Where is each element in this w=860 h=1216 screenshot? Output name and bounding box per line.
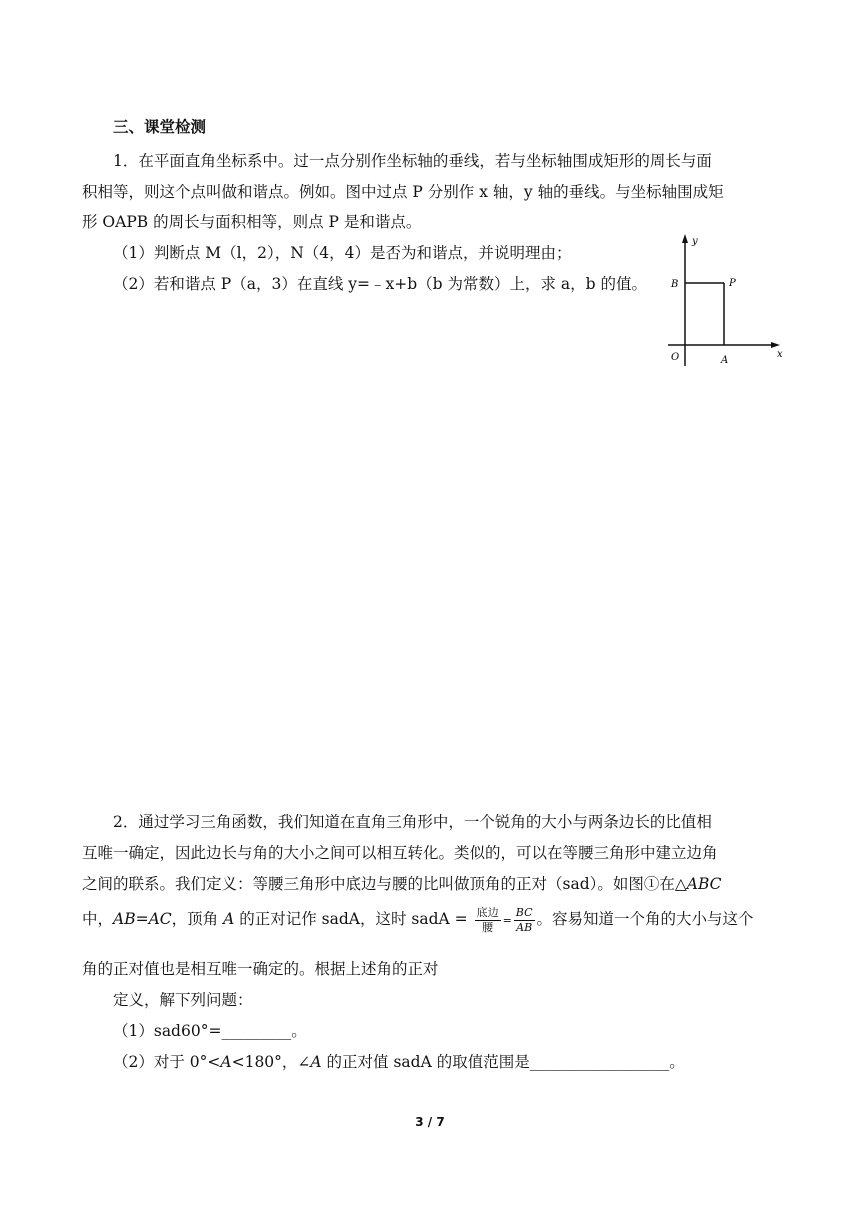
frac2-den: AB [516,920,533,934]
q2-line-3-text: 之间的联系。我们定义：等腰三角形中底边与腰的比叫做顶角的正对（sad）。如图①在△ [82,875,687,893]
fraction-bc-over-ab [514,906,535,935]
page-number: 3 / 7 [415,1115,445,1129]
q2-a: A [223,910,235,928]
q2-sub-2-a: （2）对于 0°< [113,1053,221,1071]
q2-line-4 [82,904,754,936]
label-o: O [671,352,680,363]
q2-sub-2-b: A [220,1053,232,1071]
q2-line-5: 角的正对值也是相互唯一确定的。根据上述角的正对 [82,960,439,978]
frac1-num: 底边 [476,905,499,919]
coordinate-figure [660,230,785,370]
q1-line-2: 积相等，则这个点叫做和谐点。例如。图中过点 P 分别作 x 轴，y 轴的垂线。与坐标轴围成矩 [82,183,724,201]
q2-sub-2-e: 的正对值 sadA 的取值范围是__________________。 [321,1053,685,1071]
q2-line-4-h: 。容易知道一个角的大小与这个 [536,910,754,928]
label-x: x [777,349,783,360]
y-axis-arrow-icon [682,234,688,243]
q2-line-4-e: ，顶角 [171,910,224,928]
q1-sub-2: （2）若和谐点 P（a，3）在直线 y=﹣x+b（b 为常数）上，求 a，b 的值。 [113,275,648,293]
label-b: B [671,279,679,290]
q2-sub-2-c: <180°，∠ [231,1053,311,1071]
q2-abc: ABC [686,875,722,893]
q2-sub-2-d: A [310,1053,322,1071]
q2-equals: = [135,910,149,928]
q2-line-6: 定义，解下列问题： [113,991,253,1009]
q2-eq: = [502,914,512,927]
section-title: 三、课堂检测 [113,118,207,136]
q1-sub-1: （1）判断点 M（l，2），N（4，4）是否为和谐点，并说明理由； [113,244,572,262]
label-p: P [729,278,736,289]
label-y: y [692,236,698,247]
x-axis-arrow-icon [771,342,780,348]
q2-line-2: 互唯一确定，因此边长与角的大小之间可以相互转化。类似的，可以在等腰三角形中建立边角 [82,844,718,862]
frac1-den: 腰 [482,920,494,934]
q2-line-4-g: 的正对记作 sadA，这时 sadA = [234,910,468,928]
q2-line-4-a: 中， [82,910,114,928]
q2-sub-1: （1）sad60°=_________。 [113,1022,307,1040]
q2-ab: AB [113,910,136,928]
q2-line-1: 2．通过学习三角函数，我们知道在直角三角形中，一个锐角的大小与两条边长的比值相 [113,813,712,831]
frac2-num: BC [515,905,533,919]
fraction-base-over-leg [475,906,501,935]
q2-sub-2 [113,1052,685,1072]
label-a: A [721,355,729,366]
q2-ac: AC [148,910,172,928]
q1-line-1: 1．在平面直角坐标系中。过一点分别作坐标轴的垂线，若与坐标轴围成矩形的周长与面 [113,152,712,170]
q1-line-3: 形 OAPB 的周长与面积相等，则点 P 是和谐点。 [82,213,422,231]
q2-line-3 [82,874,722,894]
